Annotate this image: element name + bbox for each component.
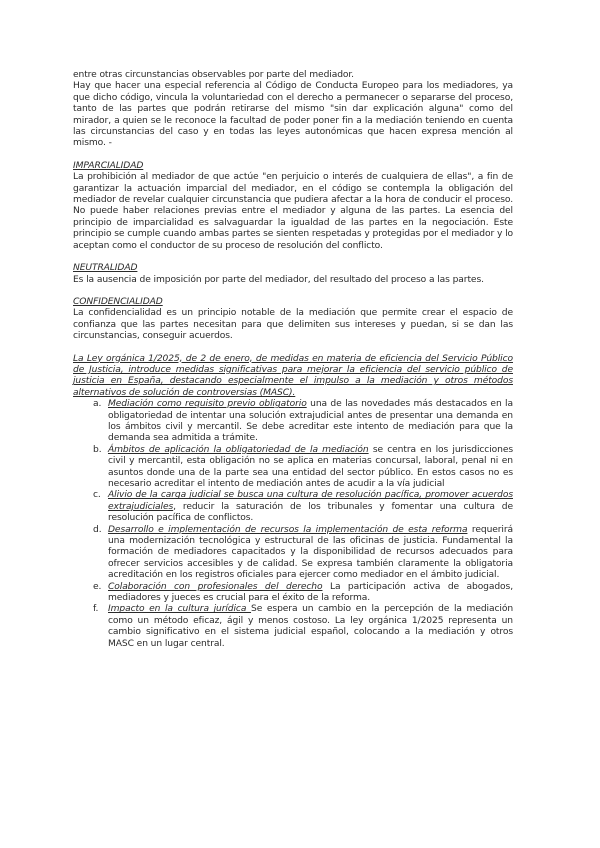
item-title: Impacto en la cultura jurídica <box>108 604 252 615</box>
intro-paragraph: Hay que hacer una especial referencia al Código de Conducta Europeo para los mediadores, ya que dicho código, vincula la voluntariedad con el derecho a permanecer o separarse del proceso, tanto de las partes que podrán retirarse del mismo "sin dar explicación alguna" como del mirador, a quien se le reconoce la facultad de poder poner fin a la mediación teniendo en cuenta las circunstancias del caso y en todas las leyes autonómicas que hacen expresa mención al mismo. - <box>73 81 513 149</box>
section-body: La confidencialidad es un principio notable de la mediación que permite crear el espacio de confianza que las partes necesitan para que delimiten sus intereses y puedan, si se dan las circunstancias, conseguir acuerdos. <box>73 308 513 342</box>
list-marker: a. <box>93 399 102 410</box>
measures-list <box>73 399 513 650</box>
law-title: La Ley orgánica 1/2025, de 2 de enero, de medidas en materia de eficiencia del Servicio Público de Justicia, introduce medidas significativas para mejorar la eficiencia del servicio público de justicia en España, destacando especialmente el impulso a la mediación y otros métodos alternativos de solución de controversias (MASC). <box>73 353 513 398</box>
section-heading: IMPARCIALIDAD <box>73 160 144 171</box>
list-item <box>73 525 513 582</box>
item-title: Alivio de la carga judicial se busca una cultura de resolución pacífica, promover acuerdos extrajudiciales <box>108 490 513 512</box>
item-text: requerirá una modernización tecnológica y estructural de las oficinas de justicia. Fundamental la formación de mediadores capacitados y la disponibilidad de recursos adecuados para ofrecer servicios accesibles y de calidad. Se expresa también claramente la obligatoria acreditación en los registros oficiales para ejercer como mediador en el ámbito judicial. <box>108 524 513 581</box>
list-marker: e. <box>93 581 102 592</box>
item-title: Mediación como requisito previo obligatorio <box>108 399 307 410</box>
spacer <box>73 286 513 297</box>
spacer <box>73 343 513 354</box>
law-section <box>73 354 513 651</box>
section-body: La prohibición al mediador de que actúe "en perjuicio o interés de cualquiera de ellas", a fin de garantizar la actuación imparcial del mediador, en el código se contempla la obligación del mediador de revelar cualquier circunstancia que pudiera afectar a la hora de conducir el proceso. No puede haber relaciones previas entre el mediador y alguna de las partes. La esencia del principio de imparcialidad es salvaguardar la igualdad de las partes en la negociación. Este principio se cumple cuando ambas partes se sienten respetadas y protegidas por el mediador y lo aceptan como el conductor de su proceso de resolución del conflicto. <box>73 172 513 251</box>
item-title: Desarrollo e implementación de recursos la implementación de esta reforma <box>108 524 468 535</box>
list-marker: b. <box>93 444 102 455</box>
section-neutralidad <box>73 263 513 286</box>
item-text: La participación activa de abogados, mediadores y jueces es crucial para el éxito de la reforma. <box>108 581 513 604</box>
section-heading: NEUTRALIDAD <box>73 263 138 274</box>
list-marker: d. <box>93 524 102 535</box>
list-item <box>73 582 513 605</box>
list-item <box>73 445 513 491</box>
list-item <box>73 490 513 524</box>
list-item <box>73 604 513 650</box>
item-text: Se espera un cambio en la percepción de la mediación como un método eficaz, ágil y menos costoso. La ley orgánica 1/2025 representa un cambio significativo en el sistema judicial español, colocando a la mediación y otros MASC en un lugar central. <box>108 604 513 649</box>
section-body: Es la ausencia de imposición por parte del mediador, del resultado del proceso a las partes. <box>73 274 484 285</box>
list-marker: f. <box>93 604 99 615</box>
section-imparcialidad <box>73 161 513 252</box>
spacer <box>73 150 513 161</box>
list-marker: c. <box>93 490 101 501</box>
item-text: se centra en los jurisdicciones civil y mercantil, esta obligación no se aplica en materias concursal, laboral, penal ni en asuntos donde una de la parte sea una entidad del sector público. En estos casos no es necesario acreditar el intento de mediación antes de acudir a la vía judicial <box>108 444 513 489</box>
item-text: una de las novedades más destacados en la obligatoriedad de intentar una solución extrajudicial antes de presentar una demanda en los ámbitos civil y mercantil. Se debe acreditar este intento de mediación para que la demanda sea admitida a trámite. <box>108 399 513 444</box>
intro-line: entre otras circunstancias observables por parte del mediador. <box>73 70 354 80</box>
list-item <box>73 399 513 445</box>
spacer <box>73 252 513 263</box>
item-text: , reducir la saturación de los tribunales y fomentar una cultura de resolución pacífica de conflictos. <box>108 501 513 524</box>
section-confidencialidad <box>73 297 513 343</box>
item-title: Colaboración con profesionales del derecho <box>108 581 323 592</box>
section-heading: CONFIDENCIALIDAD <box>73 296 163 307</box>
document-page <box>73 70 513 650</box>
item-title: Ámbitos de aplicación la obligatoriedad de la mediación <box>108 444 369 455</box>
